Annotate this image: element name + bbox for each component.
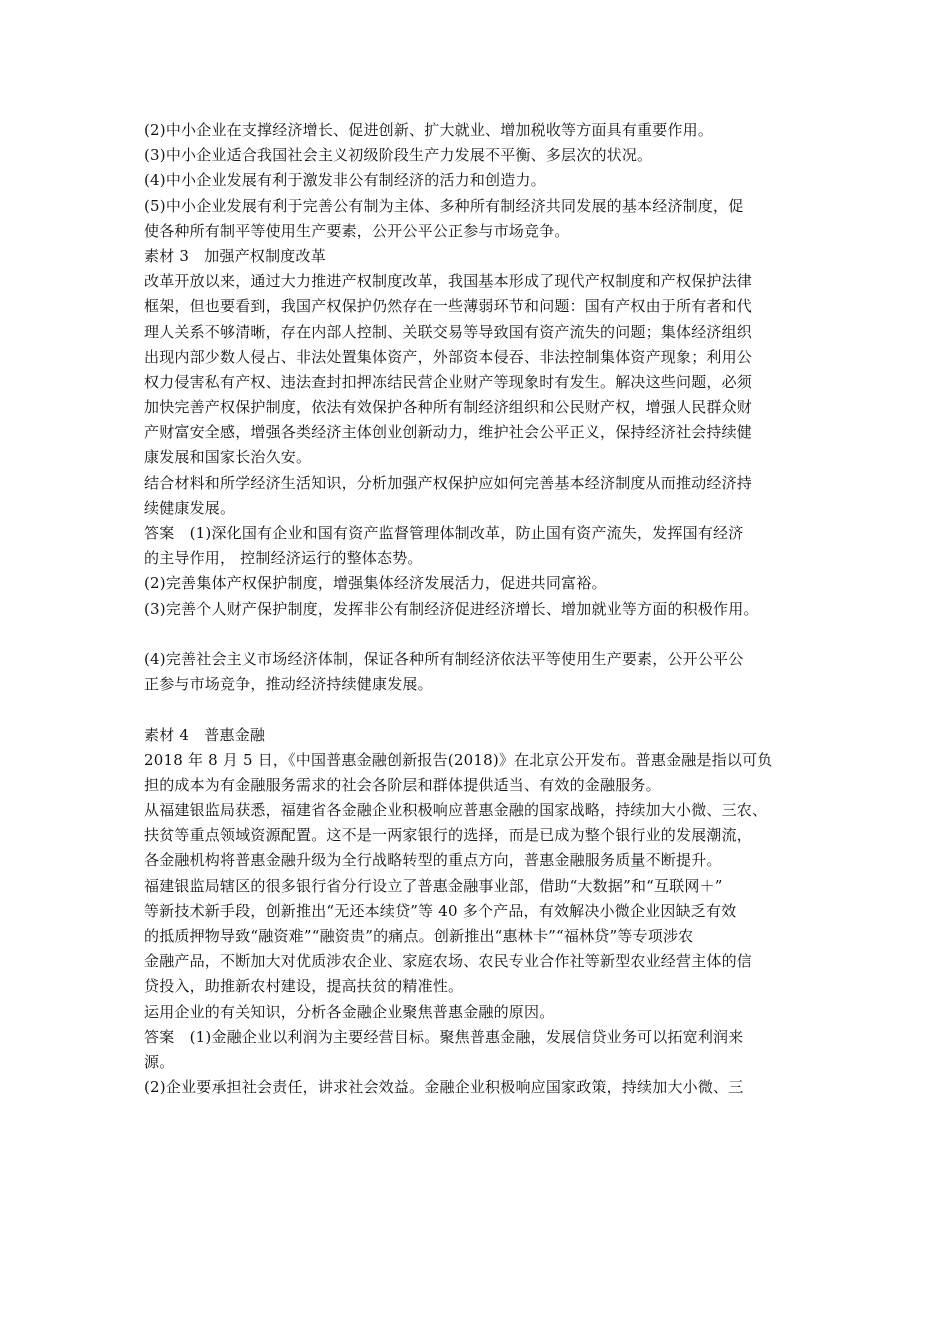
answer-line: 的主导作用， 控制经济运行的整体态势。 bbox=[144, 549, 423, 568]
answer-line: 答案 (1)深化国有企业和国有资产监督管理体制改革，防止国有资产流失，发挥国有经济 bbox=[144, 524, 744, 542]
text-line: 担的成本为有金融服务需求的社会各阶层和群体提供适当、有效的金融服务。 bbox=[144, 775, 661, 794]
section-heading: 素材 3 加强产权制度改革 bbox=[144, 246, 326, 265]
text-line: 使各种所有制平等使用生产要素，公开公平公正参与市场竞争。 bbox=[144, 221, 570, 240]
text-line: 的抵质押物导致“融资难”“融资贵”的痛点。创新推出“惠林卡”“福林贷”等专项涉农 bbox=[144, 927, 694, 945]
text-line: (4)中小企业发展有利于激发非公有制经济的活力和创造力。 bbox=[144, 171, 546, 190]
answer-line: (3)完善个人财产保护制度，发挥非公有制经济促进经济增长、增加就业等方面的积极作用。 bbox=[144, 599, 759, 618]
text-line: 康发展和国家长治久安。 bbox=[144, 448, 312, 467]
document-page bbox=[144, 118, 812, 1100]
question-line: 运用企业的有关知识，分析各金融企业聚焦普惠金融的原因。 bbox=[144, 1002, 555, 1021]
text-line: 扶贫等重点领域资源配置。这不是一两家银行的选择，而是已成为整个银行业的发展潮流， bbox=[144, 826, 753, 845]
text-line: 权力侵害私有产权、违法查封扣押冻结民营企业财产等现象时有发生。解决这些问题，必须 bbox=[144, 372, 753, 391]
text-line: 2018 年 8 月 5 日，《中国普惠金融创新报告(2018)》在北京公开发布。普惠金融是指以可负 bbox=[144, 750, 773, 769]
text-line: 产财富安全感，增强各类经济主体创业创新动力，维护社会公平正义，保持经济社会持续健 bbox=[144, 423, 753, 442]
answer-line: (2)完善集体产权保护制度，增强集体经济发展活力，促进共同富裕。 bbox=[144, 574, 607, 593]
text-line: 从福建银监局获悉，福建省各金融企业积极响应普惠金融的国家战略，持续加大小微、三农、 bbox=[144, 801, 768, 820]
text-line: 各金融机构将普惠金融升级为全行战略转型的重点方向，普惠金融服务质量不断提升。 bbox=[144, 851, 722, 870]
text-line: (2)中小企业在支撑经济增长、促进创新、扩大就业、增加税收等方面具有重要作用。 bbox=[144, 121, 714, 139]
paragraph-gap bbox=[144, 697, 812, 722]
answer-line: (4)完善社会主义市场经济体制，保证各种所有制经济依法平等使用生产要素，公开公平公 bbox=[144, 649, 744, 668]
text-line: 等新技术新手段，创新推出“无还本续贷”等 40 多个产品，有效解决小微企业因缺乏有效 bbox=[144, 901, 737, 920]
text-line: 加快完善产权保护制度，依法有效保护各种所有制经济组织和公民财产权，增强人民群众财 bbox=[144, 398, 753, 417]
text-line: (5)中小企业发展有利于完善公有制为主体、多种所有制经济共同发展的基本经济制度，促 bbox=[144, 196, 744, 215]
text-line: 贷投入，助推新农村建设，提高扶贫的精准性。 bbox=[144, 977, 464, 996]
text-line: 福建银监局辖区的很多银行省分行设立了普惠金融事业部，借助“大数据”和“互联网＋” bbox=[144, 876, 723, 895]
answer-line: 源。 bbox=[144, 1052, 175, 1071]
section-heading: 素材 4 普惠金融 bbox=[144, 725, 266, 744]
text-line: 出现内部少数人侵占、非法处置集体资产，外部资本侵吞、非法控制集体资产现象；利用公 bbox=[144, 347, 753, 366]
question-line: 结合材料和所学经济生活知识，分析加强产权保护应如何完善基本经济制度从而推动经济持 bbox=[144, 473, 753, 492]
text-line: 理人关系不够清晰，存在内部人控制、关联交易等导致国有资产流失的问题；集体经济组织 bbox=[144, 322, 753, 341]
answer-line: (2)企业要承担社会责任，讲求社会效益。金融企业积极响应国家政策，持续加大小微、三 bbox=[144, 1078, 744, 1097]
question-line: 续健康发展。 bbox=[144, 498, 236, 517]
answer-line: 正参与市场竞争，推动经济持续健康发展。 bbox=[144, 675, 433, 694]
text-line: 框架，但也要看到，我国产权保护仍然存在一些薄弱环节和问题：国有产权由于所有者和代 bbox=[144, 297, 753, 316]
text-line: (3)中小企业适合我国社会主义初级阶段生产力发展不平衡、多层次的状况。 bbox=[144, 146, 653, 165]
text-line: 金融产品，不断加大对优质涉农企业、家庭农场、农民专业合作社等新型农业经营主体的信 bbox=[144, 952, 753, 971]
paragraph-gap bbox=[144, 622, 812, 647]
answer-line: 答案 (1)金融企业以利润为主要经营目标。聚焦普惠金融，发展信贷业务可以拓宽利润来 bbox=[144, 1027, 744, 1046]
text-line: 改革开放以来，通过大力推进产权制度改革，我国基本形成了现代产权制度和产权保护法律 bbox=[144, 272, 753, 291]
